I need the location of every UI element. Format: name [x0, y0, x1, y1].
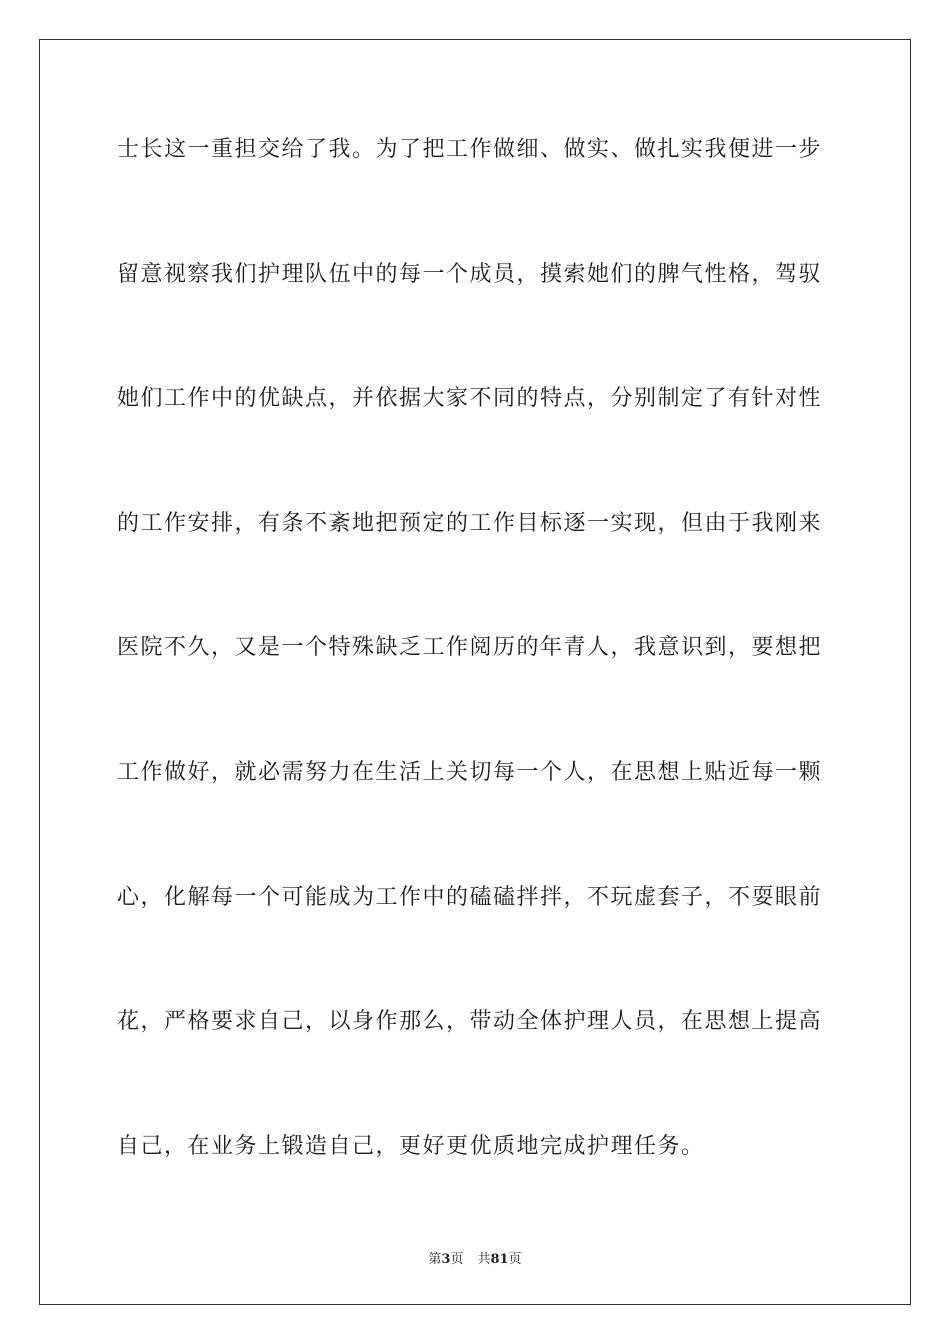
total-pages: 81: [490, 1252, 509, 1267]
text-line: 她们工作中的优缺点，并依据大家不同的特点，分别制定了有针对性: [117, 386, 823, 412]
text-line: 心，化解每一个可能成为工作中的磕磕拌拌，不玩虚套子，不耍眼前: [117, 884, 823, 910]
total-prefix: 共: [477, 1252, 491, 1267]
text-line: 花，严格要求自己，以身作那么，带动全体护理人员，在思想上提高: [117, 1009, 823, 1035]
text-line: 留意视察我们护理队伍中的每一个成员，摸索她们的脾气性格，驾驭: [117, 261, 823, 287]
page-footer: [0, 1248, 950, 1267]
page-indicator: [428, 1252, 463, 1267]
text-line: 士长这一重担交给了我。为了把工作做细、做实、做扎实我便进一步: [117, 137, 823, 162]
text-line: 自己，在业务上锻造自己，更好更优质地完成护理任务。: [117, 1133, 705, 1159]
text-line: 工作做好，就必需努力在生活上关切每一个人，在思想上贴近每一颗: [117, 759, 823, 785]
text-line: 的工作安排，有条不紊地把预定的工作目标逐一实现，但由于我刚来: [117, 510, 823, 536]
text-line: 医院不久，又是一个特殊缺乏工作阅历的年青人，我意识到，要想把: [117, 635, 823, 661]
page-prefix: 第: [428, 1252, 442, 1267]
total-suffix: 页: [508, 1252, 522, 1267]
document-body: [117, 128, 837, 1249]
total-pages-indicator: [477, 1252, 521, 1267]
page-number: 3: [441, 1252, 451, 1267]
page-suffix: 页: [450, 1252, 464, 1267]
